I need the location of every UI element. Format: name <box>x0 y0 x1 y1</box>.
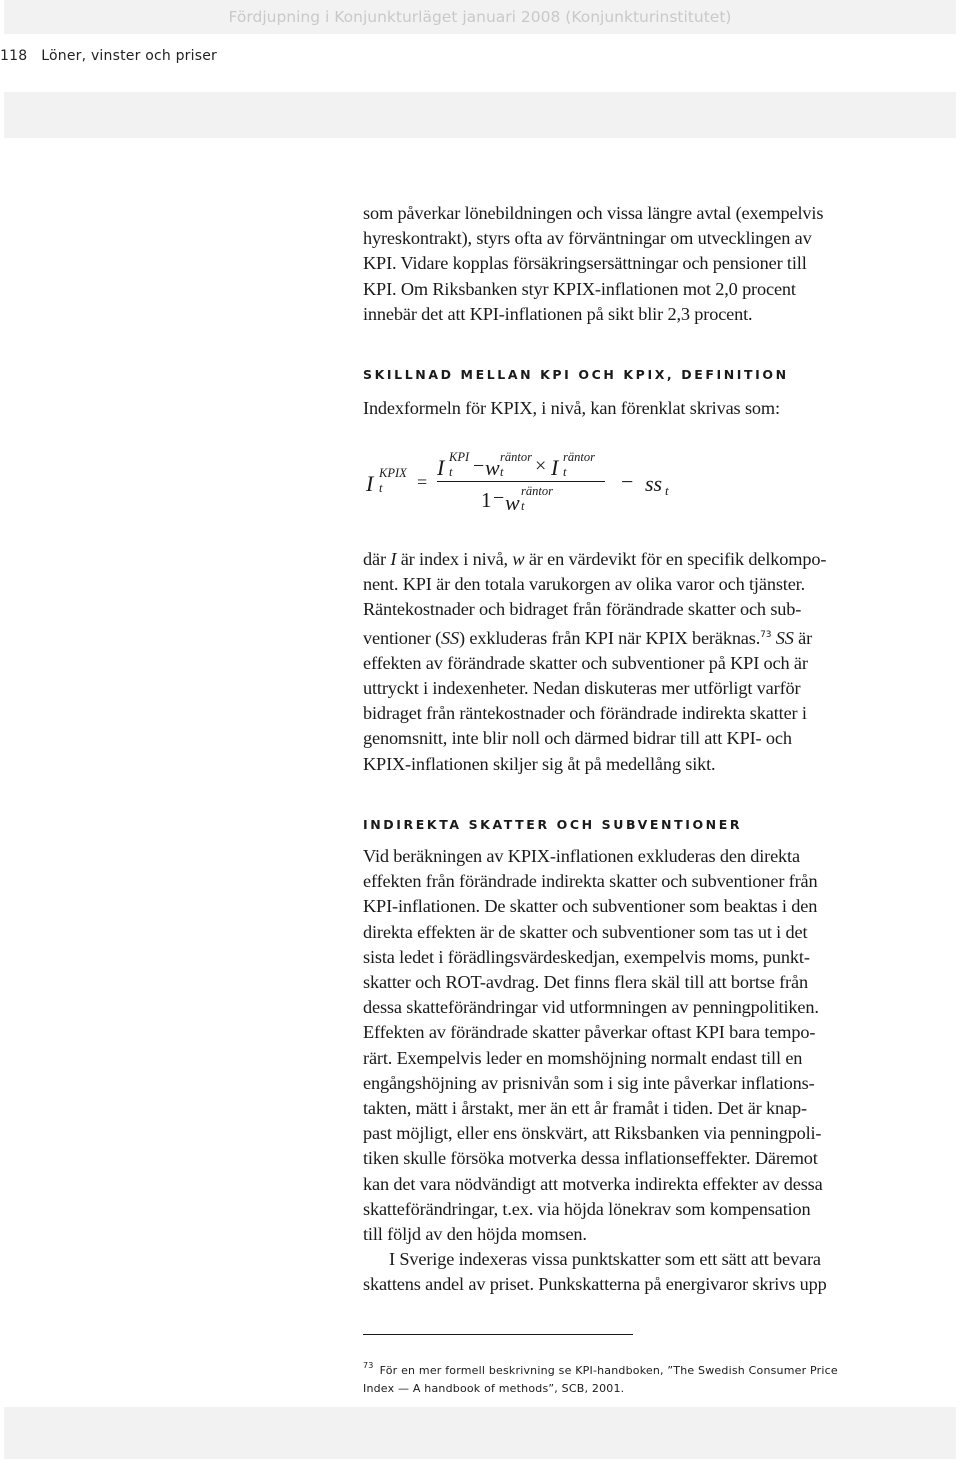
body-line: nent. KPI är den totala varukorgen av olika varor och tjänster. <box>363 574 806 595</box>
formula-lhs-sup: KPIX <box>379 466 407 480</box>
formula-lhs-I: I <box>366 471 374 496</box>
body-line <box>363 623 883 651</box>
formula-num-I2: I <box>551 455 559 480</box>
footnote-reference[interactable]: 73 <box>760 629 772 640</box>
formula-equals: = <box>417 472 428 492</box>
intro-line: som påverkar lönebildningen och vissa längre avtal (exempelvis <box>363 203 824 223</box>
kpix-formula <box>363 440 763 540</box>
body-line: sista ledet i förädlingsvärdeskedjan, exempelvis moms, punkt- <box>363 946 810 967</box>
formula-rhs-ss: ss <box>645 471 663 496</box>
text-run: där <box>363 549 391 569</box>
text-run: ) exkluderas från KPI när KPIX beräknas. <box>459 627 761 648</box>
text-run: är en värdevikt för en specifik delkompo- <box>524 549 827 569</box>
body-line: rärt. Exempelvis leder en momshöjning normalt endast till en <box>363 1047 803 1068</box>
section-heading-indirect-taxes: INDIREKTA SKATTER OCH SUBVENTIONER <box>363 817 743 832</box>
body-line: skatter och ROT-avdrag. Det finns flera skäl till att bortse från <box>363 972 808 993</box>
text-run: ventioner ( <box>363 627 442 648</box>
body-line: I Sverige indexeras vissa punktskatter som ett sätt att bevara <box>389 1249 821 1270</box>
formula-den-one: 1 <box>481 488 492 512</box>
footnote-line <box>363 1357 883 1380</box>
header-band <box>4 92 956 138</box>
footnote-text: För en mer formell beskrivning se KPI-handboken, ”The Swedish Consumer Price <box>379 1364 838 1377</box>
formula-num-w: w <box>485 455 500 480</box>
body-line: takten, mätt i årstakt, mer än ett år framåt i tiden. Det är knap- <box>363 1098 807 1119</box>
intro-line: hyreskontrakt), styrs ofta av förväntningar om utvecklingen av <box>363 228 812 249</box>
running-header <box>0 48 217 64</box>
footnote-divider <box>363 1334 633 1335</box>
formula-rhs-sub: t <box>665 483 669 498</box>
formula-num-I2-sub: t <box>563 465 567 479</box>
italic-symbol-w: w <box>512 549 525 569</box>
document-title: Fördjupning i Konjunkturläget januari 2008 (Konjunkturinstitutet) <box>228 8 732 26</box>
section-heading-kpi-kpix: SKILLNAD MELLAN KPI OCH KPIX, DEFINITION <box>363 367 789 382</box>
body-line: skatteförändringar, t.ex. via höjda lönekrav som kompensation <box>363 1198 811 1219</box>
body-line: till följd av den höjda momsen. <box>363 1224 587 1245</box>
section1-body <box>363 547 883 777</box>
italic-symbol-SS: SS <box>441 627 460 648</box>
body-line: KPI-inflationen. De skatter och subventioner som beaktas i den <box>363 896 818 917</box>
intro-paragraph <box>363 201 883 327</box>
body-line: uttryckt i indexenheter. Nedan diskuteras mer utförligt varför <box>363 678 801 699</box>
italic-symbol-I: I <box>390 549 397 569</box>
running-header-text: Löner, vinster och priser <box>41 48 217 64</box>
body-line: Räntekostnader och bidraget från förändrade skatter och sub- <box>363 599 802 620</box>
intro-line: KPI. Vidare kopplas försäkringsersättningar och pensioner till <box>363 253 807 274</box>
body-line: tiken skulle försöka motverka dessa inflationseffekter. Däremot <box>363 1148 818 1169</box>
formula-num-w-sup: räntor <box>500 450 532 464</box>
lead-text: Indexformeln för KPIX, i nivå, kan förenklat skrivas som: <box>363 398 780 418</box>
formula-rhs-minus: − <box>621 469 634 494</box>
formula-num-minus: − <box>473 455 485 477</box>
formula-num-I: I <box>437 455 445 480</box>
footnote <box>363 1357 883 1398</box>
formula-num-I-sup: KPI <box>449 450 470 464</box>
body-line: skattens andel av priset. Punkskatterna på energivaror skrivs upp <box>363 1274 827 1295</box>
formula-lhs-sub: t <box>379 481 383 495</box>
body-line: genomsnitt, inte blir noll och därmed bidrar till att KPI- och <box>363 728 792 749</box>
body-line: engångshöjning av prisnivån som i sig inte påverkar inflations- <box>363 1072 815 1093</box>
body-line: bidraget från räntekostnader och förändrade indirekta skatter i <box>363 703 807 724</box>
footnote-number: 73 <box>363 1361 374 1370</box>
formula-den-w-sup: räntor <box>521 484 553 498</box>
intro-line: innebär det att KPI-inflationen på sikt blir 2,3 procent. <box>363 303 753 324</box>
page-number: 118 <box>0 48 28 64</box>
body-line: KPIX-inflationen skiljer sig åt på medellång sikt. <box>363 753 716 774</box>
formula-den-minus: − <box>493 487 505 509</box>
intro-line: KPI. Om Riksbanken styr KPIX-inflationen mot 2,0 procent <box>363 278 796 299</box>
body-line: effekten från förändrade indirekta skatter och subventioner från <box>363 871 818 892</box>
section1-lead <box>363 396 883 421</box>
body-line: Effekten av förändrade skatter påverkar oftast KPI bara tempo- <box>363 1022 816 1043</box>
formula-times: × <box>535 455 547 477</box>
body-line: kan det vara nödvändigt att motverka indirekta effekter av dessa <box>363 1173 823 1194</box>
body-line <box>363 547 883 572</box>
footer-band <box>4 1407 956 1459</box>
body-line: Vid beräkningen av KPIX-inflationen exkluderas den direkta <box>363 846 800 866</box>
formula-num-I-sub: t <box>449 465 453 479</box>
body-line: past möjligt, eller ens önskvärt, att Riksbanken via penningpoli- <box>363 1123 822 1144</box>
fraction-bar <box>437 481 605 482</box>
text-run: är <box>793 627 813 648</box>
formula-den-w-sub: t <box>521 499 525 513</box>
footnote-line: Index — A handbook of methods”, SCB, 2001. <box>363 1382 625 1395</box>
formula-num-I2-sup: räntor <box>563 450 595 464</box>
text-run: är index i nivå, <box>396 549 513 569</box>
formula-num-w-sub: t <box>500 465 504 479</box>
formula-den-w: w <box>505 490 520 515</box>
body-line: dessa skatteförändringar vid utformningen av penningpolitiken. <box>363 997 819 1018</box>
section2-body <box>363 844 883 1298</box>
body-line: effekten av förändrade skatter och subventioner på KPI och är <box>363 652 808 673</box>
italic-symbol-SS: SS <box>775 627 794 648</box>
body-line: direkta effekten är de skatter och subventioner som tas ut i det <box>363 921 808 942</box>
